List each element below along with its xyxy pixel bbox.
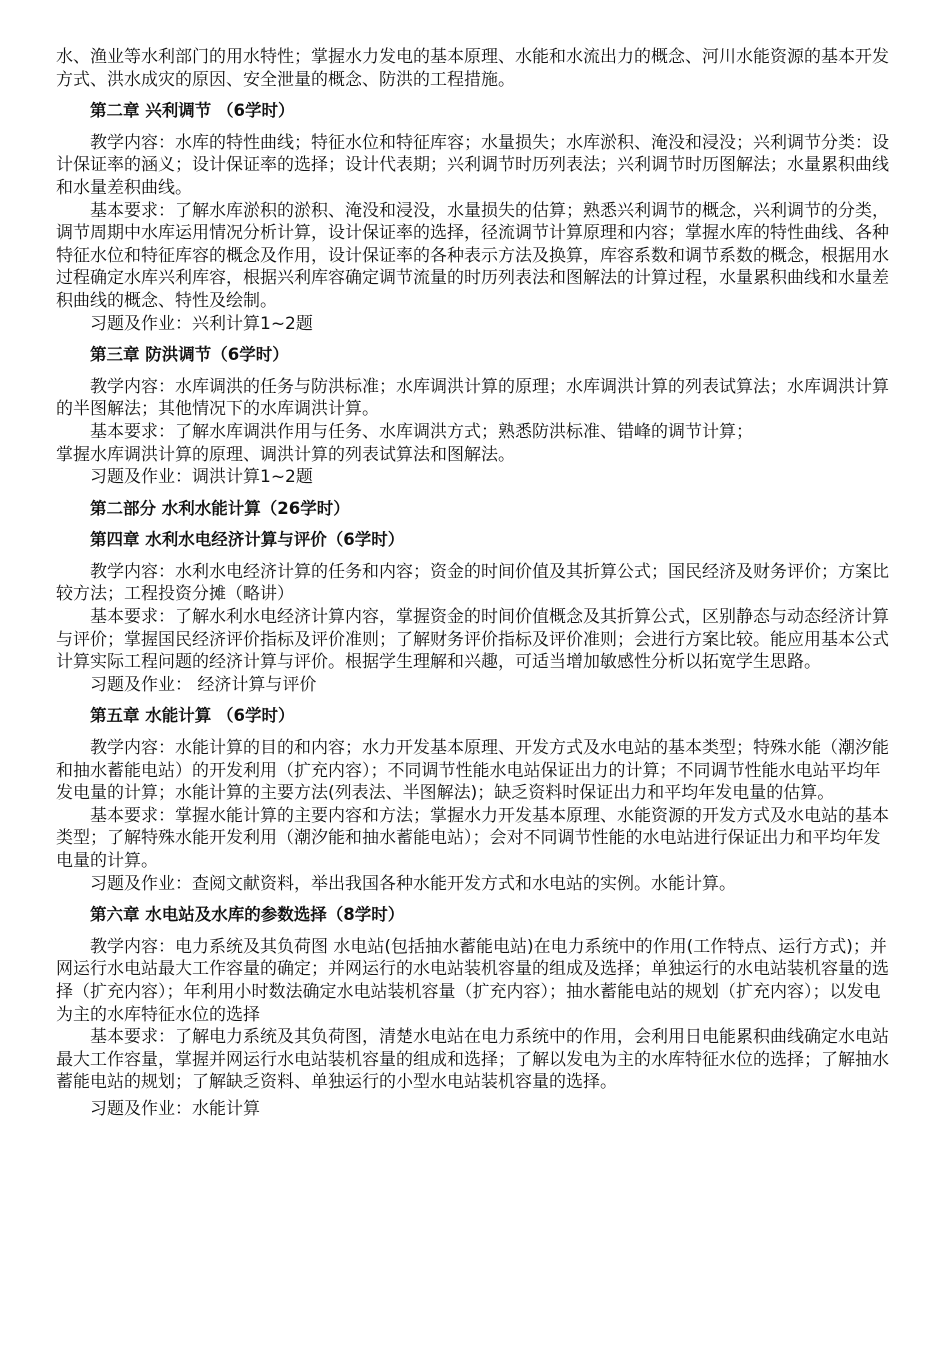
chapter2-content: 教学内容：水库的特性曲线；特征水位和特征库容；水量损失；水库淤积、淹没和浸没；兴利调节分类：设计保证率的涵义；设计保证率的选择；设计代表期；兴利调节时历列表法；兴利调节时历图解法；水量累积曲线和水量差积曲线。 (56, 132, 889, 198)
chapter5-homework: 习题及作业：查阅文献资料，举出我国各种水能开发方式和水电站的实例。水能计算。 (90, 873, 736, 894)
chapter4-homework: 习题及作业： 经济计算与评价 (90, 674, 317, 695)
chapter6-title: 第六章 水电站及水库的参数选择（8学时） (90, 905, 405, 925)
chapter3-requirements-line2: 掌握水库调洪计算的原理、调洪计算的列表试算法和图解法。 (56, 444, 515, 465)
intro-paragraph: 水、渔业等水利部门的用水特性；掌握水力发电的基本原理、水能和水流出力的概念、河川水能资源的基本开发方式、洪水成灾的原因、安全泄量的概念、防洪的工程措施。 (56, 47, 889, 90)
chapter3-content: 教学内容：水库调洪的任务与防洪标准；水库调洪计算的原理；水库调洪计算的列表试算法；水库调洪计算的半图解法；其他情况下的水库调洪计算。 (56, 376, 889, 420)
part2-title: 第二部分 水利水能计算（26学时） (90, 498, 350, 518)
chapter4-content: 教学内容：水利水电经济计算的任务和内容；资金的时间价值及其折算公式；国民经济及财务评价；方案比较方法；工程投资分摊（略讲） (56, 561, 889, 605)
chapter2-homework: 习题及作业：兴利计算1~2题 (90, 313, 313, 334)
chapter6-content: 教学内容：电力系统及其负荷图 水电站(包括抽水蓄能电站)在电力系统中的作用(工作特点、运行方式)；并网运行水电站最大工作容量的确定；并网运行的水电站装机容量的组成及选择；单独运行的水电站装机容量的选择（扩充内容）；年利用小时数法确定水电站装机容量（扩充内容）；抽水蓄能电站的规划（扩充内容）；以发电为主的水库特征水位的选择 (56, 936, 889, 1025)
chapter5-requirements: 基本要求：掌握水能计算的主要内容和方法；掌握水力开发基本原理、水能资源的开发方式及水电站的基本类型；了解特殊水能开发利用（潮汐能和抽水蓄能电站）；会对不同调节性能的水电站进行保证出力和平均年发电量的计算。 (56, 805, 889, 871)
chapter3-requirements-line1: 基本要求：了解水库调洪作用与任务、水库调洪方式；熟悉防洪标准、错峰的调节计算； (90, 421, 753, 442)
chapter2-title: 第二章 兴利调节 （6学时） (90, 101, 295, 121)
chapter5-title: 第五章 水能计算 （6学时） (90, 706, 295, 726)
chapter6-requirements: 基本要求：了解电力系统及其负荷图，清楚水电站在电力系统中的作用，会利用日电能累积曲线确定水电站最大工作容量，掌握并网运行水电站装机容量的组成和选择；了解以发电为主的水库特征水位的选择；了解抽水蓄能电站的规划；了解缺乏资料、单独运行的小型水电站装机容量的选择。 (56, 1027, 889, 1093)
chapter3-title: 第三章 防洪调节（6学时） (90, 345, 289, 365)
chapter6-homework: 习题及作业：水能计算 (90, 1098, 260, 1119)
chapter4-requirements: 基本要求：了解水利水电经济计算内容，掌握资金的时间价值概念及其折算公式，区别静态与动态经济计算与评价；掌握国民经济评价指标及评价准则；了解财务评价指标及评价准则；会进行方案比较。能应用基本公式计算实际工程问题的经济计算与评价。根据学生理解和兴趣，可适当增加敏感性分析以拓宽学生思路。 (56, 607, 889, 673)
chapter3-homework: 习题及作业：调洪计算1~2题 (90, 467, 313, 488)
chapter2-requirements: 基本要求：了解水库淤积的淤积、淹没和浸没，水量损失的估算；熟悉兴利调节的概念，兴利调节的分类，调节周期中水库运用情况分析计算，设计保证率的选择，径流调节计算原理和内容；掌握水库的特性曲线、各种特征水位和特征库容的概念及作用，设计保证率的各种表示方法及换算，库容系数和调节系数的概念，根据用水过程确定水库兴利库容，根据兴利库容确定调节流量的时历列表法和图解法的计算过程，水量累积曲线和水量差积曲线的概念、特性及绘制。 (56, 200, 889, 311)
chapter5-content: 教学内容：水能计算的目的和内容；水力开发基本原理、开发方式及水电站的基本类型；特殊水能（潮汐能和抽水蓄能电站）的开发利用（扩充内容）；不同调节性能水电站保证出力的计算；不同调节性能水电站平均年发电量的计算；水能计算的主要方法(列表法、半图解法)；缺乏资料时保证出力和平均年发电量的估算。 (56, 738, 889, 804)
chapter4-title: 第四章 水利水电经济计算与评价（6学时） (90, 530, 405, 550)
